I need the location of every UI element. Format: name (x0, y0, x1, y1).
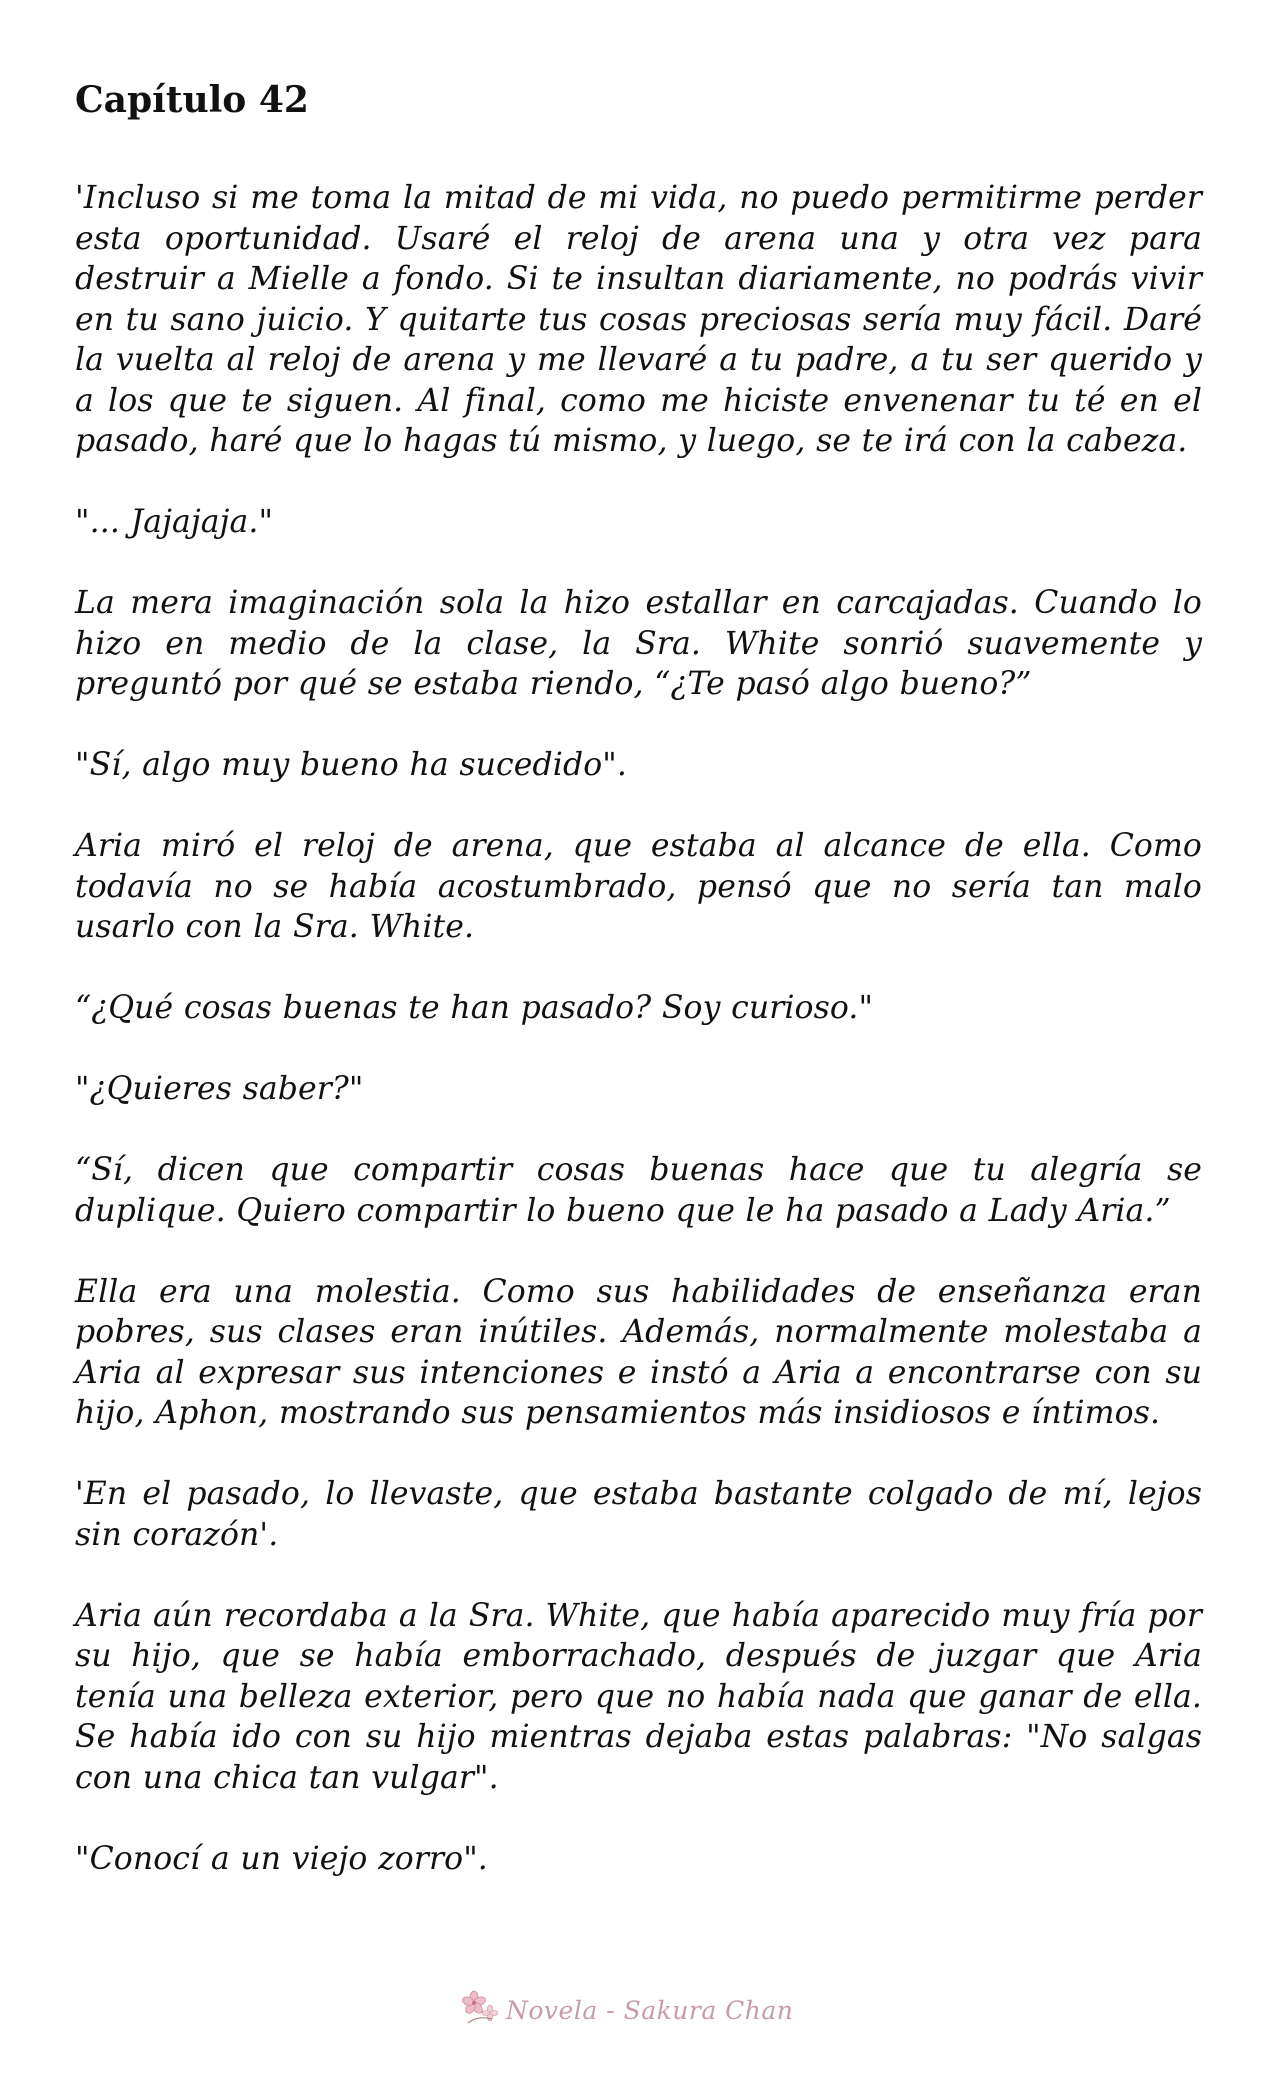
paragraph: "Sí, algo muy bueno ha sucedido". (75, 747, 627, 783)
paragraph: Ella era una molestia. Como sus habilidades de enseñanza eran pobres, sus clases eran inútiles. Además, normalmente molestaba a Aria al expresar sus intenciones e instó a Aria a encontrarse con su hijo, Aphon, mostrando sus pensamientos más insidiosos e íntimos. (75, 1273, 1202, 1431)
paragraph: "¿Quieres saber?" (75, 1071, 364, 1107)
paragraph: Aria aún recordaba a la Sra. White, que había aparecido muy fría por su hijo, que se había emborrachado, después de juzgar que Aria tenía una belleza exterior, pero que no había nada que ganar de ella. Se había ido con su hijo mientras dejaba estas palabras: "No salgas con una chica tan vulgar". (75, 1597, 1202, 1796)
paragraph: "Conocí a un viejo zorro". (75, 1840, 488, 1877)
paragraph: "... Jajajaja." (75, 504, 274, 540)
watermark (462, 1985, 793, 2035)
paragraph: 'Incluso si me toma la mitad de mi vida, no puedo permitirme perder esta oportunidad. Usaré el reloj de arena una y otra vez para destruir a Mielle a fondo. Si te insultan diariamente, no podrás vivir en tu sano juicio. Y quitarte tus cosas preciosas sería muy fácil. Daré la vuelta al reloj de arena y me llevaré a tu padre, a tu ser querido y a los que te siguen. Al final, como me hiciste envenenar tu té en el pasado, haré que lo hagas tú mismo, y luego, se te irá con la cabeza. (75, 180, 1202, 459)
paragraph: “¿Qué cosas buenas te han pasado? Soy curioso." (75, 990, 874, 1026)
paragraph: 'En el pasado, lo llevaste, que estaba bastante colgado de mí, lejos sin corazón'. (75, 1476, 1202, 1553)
paragraph: La mera imaginación sola la hizo estallar en carcajadas. Cuando lo hizo en medio de la clase, la Sra. White sonrió suavemente y preguntó por qué se estaba riendo, “¿Te pasó algo bueno?” (75, 585, 1202, 702)
sakura-flower-icon (462, 1989, 500, 2032)
paragraph: “Sí, dicen que compartir cosas buenas hace que tu alegría se duplique. Quiero compartir lo bueno que le ha pasado a Lady Aria.” (75, 1152, 1202, 1229)
chapter-page (75, 70, 1202, 1920)
paragraph: Aria miró el reloj de arena, que estaba al alcance de ella. Como todavía no se había acostumbrado, pensó que no sería tan malo usarlo con la Sra. White. (75, 828, 1202, 945)
chapter-title: Capítulo 42 (75, 79, 309, 121)
watermark-text: Novela - Sakura Chan (506, 1995, 794, 2025)
